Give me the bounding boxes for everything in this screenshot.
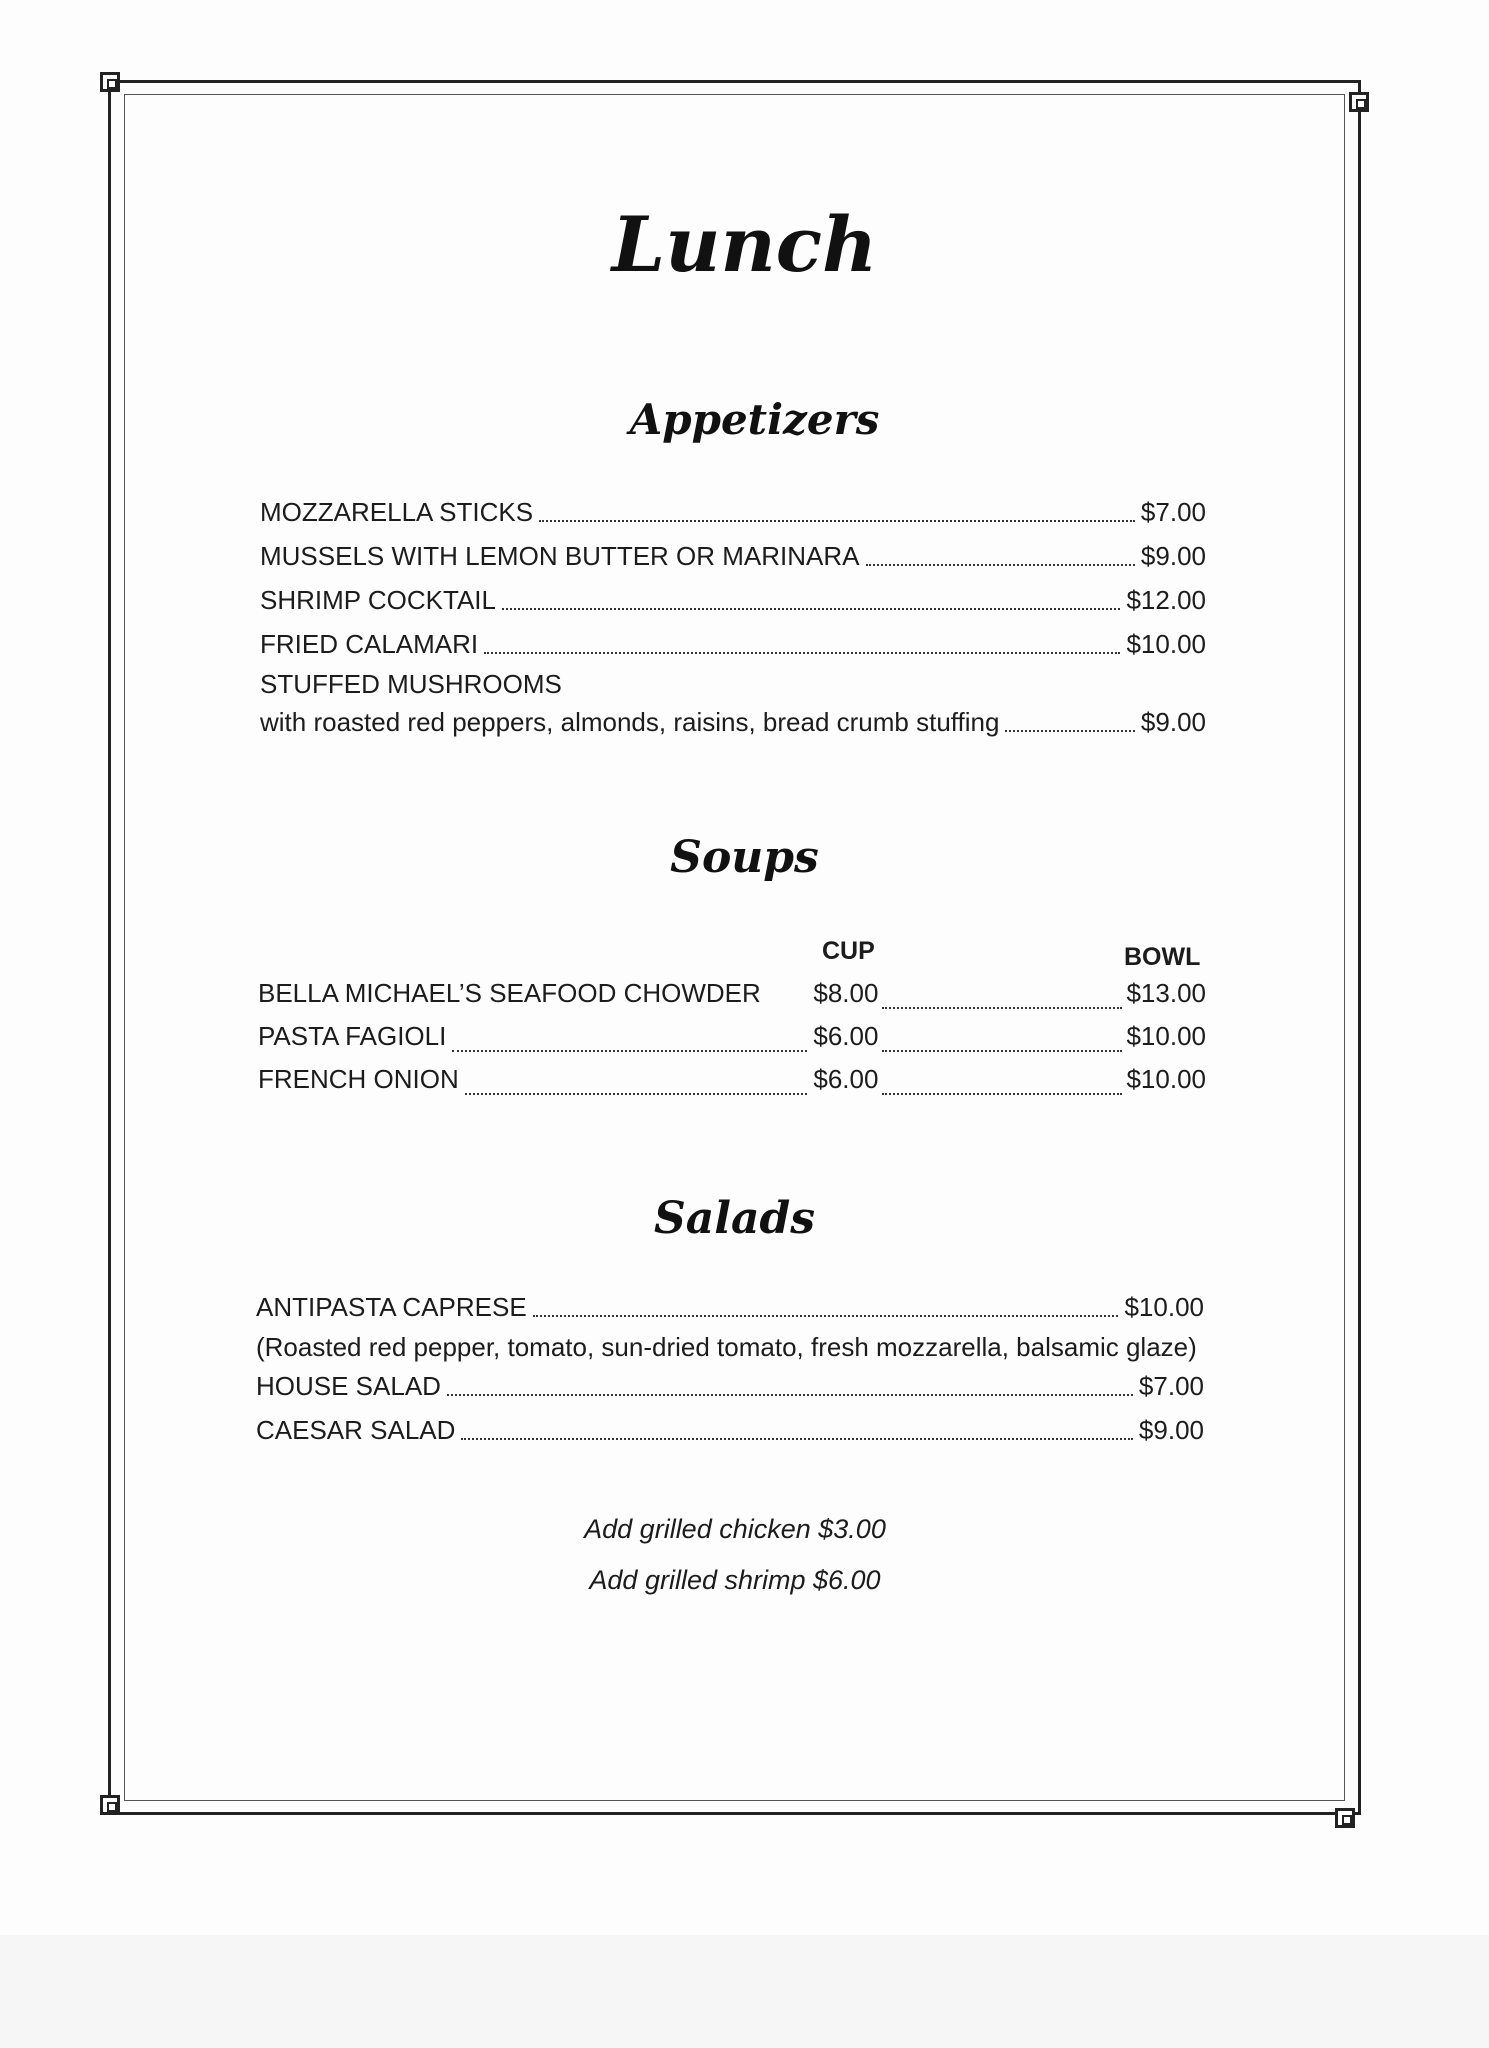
soup-item (258, 978, 1206, 1009)
dot-leader (882, 1050, 1122, 1052)
item-name: HOUSE SALAD (256, 1371, 441, 1401)
page-bottom-strip (0, 1935, 1489, 2048)
item-price: $10.00 (1124, 1292, 1204, 1322)
menu-item (256, 1415, 1204, 1446)
dot-leader (882, 1007, 1122, 1009)
dot-leader (866, 564, 1135, 566)
dot-leader (452, 1050, 807, 1052)
item-name: CAESAR SALAD (256, 1415, 456, 1445)
menu-item (256, 1371, 1204, 1402)
item-name: ANTIPASTA CAPRESE (256, 1292, 527, 1322)
bowl-column-header: BOWL (1124, 943, 1201, 971)
dot-leader (447, 1394, 1133, 1396)
menu-title: Lunch (611, 200, 878, 289)
bowl-price: $10.00 (1126, 1021, 1206, 1051)
dot-leader (461, 1438, 1133, 1440)
menu-item (260, 629, 1206, 660)
addon-note: Add grilled shrimp $6.00 (589, 1565, 881, 1595)
item-name: SHRIMP COCKTAIL (260, 585, 496, 615)
menu-item (260, 541, 1206, 572)
dot-leader (484, 652, 1120, 654)
item-description: (Roasted red pepper, tomato, sun-dried tomato, fresh mozzarella, balsamic glaze) (256, 1332, 1197, 1362)
item-name: FRENCH ONION (258, 1064, 459, 1094)
item-price: $12.00 (1126, 585, 1206, 615)
bowl-price: $10.00 (1126, 1064, 1206, 1094)
item-name: STUFFED MUSHROOMS (260, 669, 562, 699)
border-corner-ornament (100, 1795, 120, 1815)
soup-item (258, 1064, 1206, 1095)
item-price: $7.00 (1140, 497, 1206, 527)
dot-leader (767, 1007, 808, 1009)
menu-item (260, 707, 1206, 738)
item-name: MUSSELS WITH LEMON BUTTER OR MARINARA (260, 541, 860, 571)
soups-heading: Soups (670, 832, 819, 883)
cup-price: $8.00 (813, 978, 879, 1008)
item-price: $10.00 (1126, 629, 1206, 659)
dot-leader (533, 1315, 1119, 1317)
item-name: MOZZARELLA STICKS (260, 497, 534, 527)
menu-item (256, 1292, 1204, 1323)
bowl-price: $13.00 (1126, 978, 1206, 1008)
item-price: $9.00 (1138, 1415, 1204, 1445)
item-price: $7.00 (1138, 1371, 1204, 1401)
dot-leader (539, 520, 1135, 522)
addon-note: Add grilled chicken $3.00 (584, 1514, 886, 1544)
dot-leader (882, 1093, 1122, 1095)
salads-heading: Salads (653, 1193, 816, 1244)
cup-column-header: CUP (822, 937, 875, 965)
item-price: $9.00 (1140, 707, 1206, 737)
item-name: FRIED CALAMARI (260, 629, 479, 659)
item-name: PASTA FAGIOLI (258, 1021, 447, 1051)
border-corner-ornament (1335, 1808, 1355, 1828)
soup-item (258, 1021, 1206, 1052)
cup-price: $6.00 (813, 1064, 879, 1094)
item-description: with roasted red peppers, almonds, raisins, bread crumb stuffing (260, 707, 1000, 737)
item-name: BELLA MICHAEL’S SEAFOOD CHOWDER (258, 978, 761, 1008)
dot-leader (1005, 730, 1134, 732)
menu-item (260, 585, 1206, 616)
cup-price: $6.00 (813, 1021, 879, 1051)
item-price: $9.00 (1140, 541, 1206, 571)
menu-item (260, 497, 1206, 528)
dot-leader (465, 1093, 808, 1095)
border-corner-ornament (100, 72, 120, 92)
appetizers-heading: Appetizers (629, 395, 880, 444)
dot-leader (502, 608, 1121, 610)
border-corner-ornament (1349, 92, 1369, 112)
